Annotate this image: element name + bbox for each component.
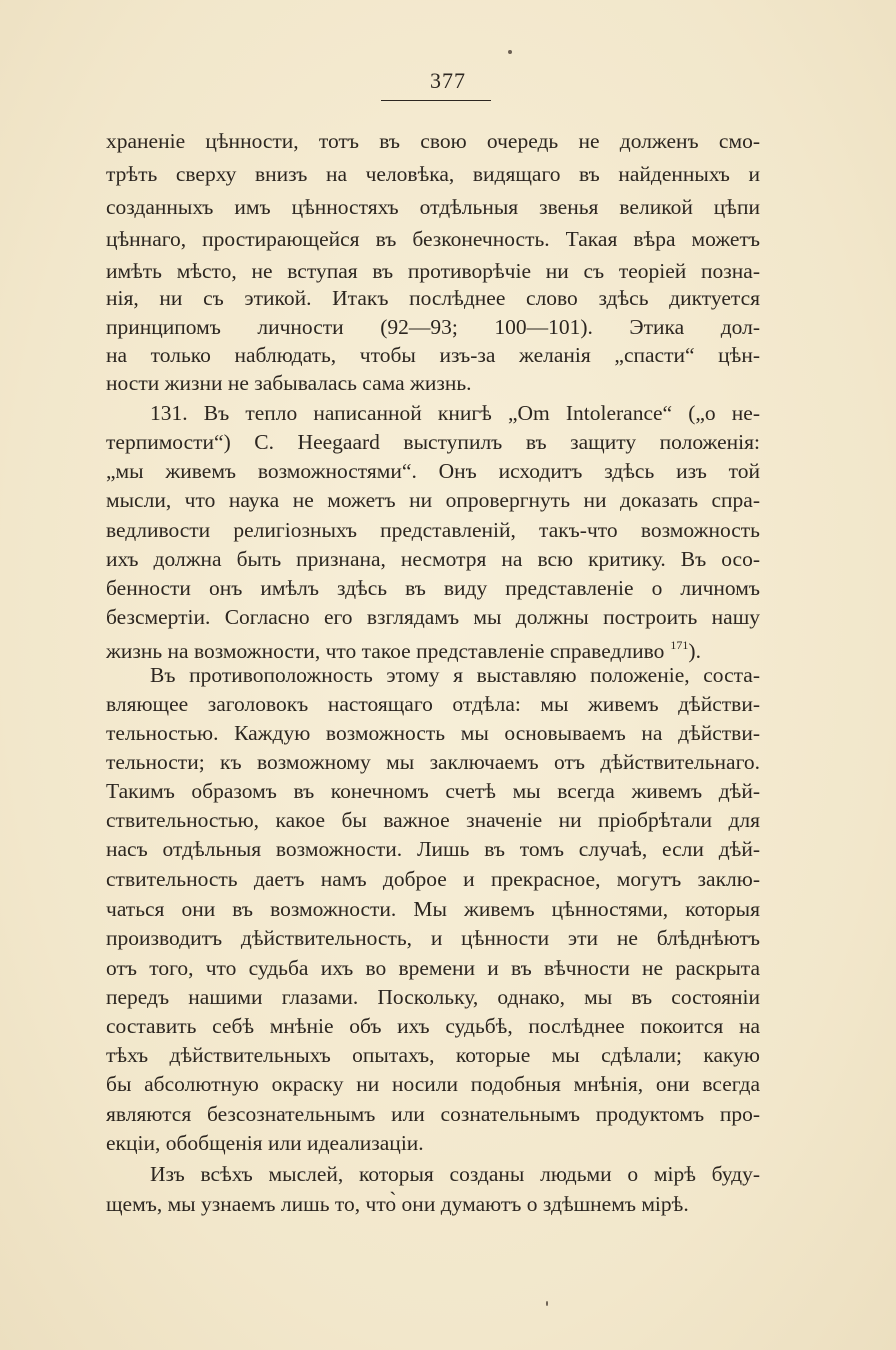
text-line: отъ того, что судьба ихъ во времени и въ вѣчности не раскрыта — [106, 956, 760, 980]
text-line: бы абсолютную окраску ни носили подобныя мнѣнія, они всегда — [106, 1072, 760, 1096]
text-line: мысли, что наука не можетъ ни опровергнуть ни доказать спра- — [106, 488, 760, 512]
text-line: имѣть мѣсто, не вступая въ противорѣчіе ни съ теоріей позна- — [106, 259, 760, 283]
text-line: цѣннаго, простирающейся въ безконечность. Такая вѣра можетъ — [106, 227, 760, 251]
text-line: чаться они въ возможности. Мы живемъ цѣнностями, которыя — [106, 897, 760, 921]
text-line: составить себѣ мнѣніе объ ихъ судьбѣ, послѣднее покоится на — [106, 1014, 760, 1038]
text-line: тельностью. Каждую возможность мы основываемъ на дѣйстви- — [106, 721, 760, 745]
text-line: ствительностью, какое бы важное значеніе ни пріобрѣтали для — [106, 808, 760, 832]
footnote-reference[interactable]: 171 — [670, 638, 689, 652]
text-line: производитъ дѣйствительность, и цѣнности эти не блѣднѣютъ — [106, 926, 760, 950]
text-line: Такимъ образомъ въ конечномъ счетѣ мы всегда живемъ дѣй- — [106, 779, 760, 803]
text-line: принципомъ личности (92—93; 100—101). Этика дол- — [106, 315, 760, 339]
text-line: бенности онъ имѣлъ здѣсь въ виду представленіе о личномъ — [106, 576, 760, 600]
text-line: ствительность даетъ намъ доброе и прекрасное, могутъ заклю- — [106, 867, 760, 891]
text-line: насъ отдѣльныя возможности. Лишь въ томъ случаѣ, если дѣй- — [106, 837, 760, 861]
text-line: нія, ни съ этикой. Итакъ послѣднее слово здѣсь диктуется — [106, 286, 760, 310]
text-line: храненіе цѣнности, тотъ въ свою очередь не долженъ смо- — [106, 129, 760, 153]
text-line: ности жизни не забывалась сама жизнь. — [106, 371, 472, 395]
text-line: ихъ должна быть признана, несмотря на всю критику. Въ осо- — [106, 547, 760, 571]
text-line: „мы живемъ возможностями“. Онъ исходитъ здѣсь изъ той — [106, 459, 760, 483]
text-line: созданныхъ имъ цѣнностяхъ отдѣльныя звенья великой цѣпи — [106, 195, 760, 219]
text-line: являются безсознательнымъ или сознательнымъ продуктомъ про- — [106, 1102, 760, 1126]
text-line: терпимости“) C. Heegaard выступилъ въ защиту положенія: — [106, 430, 760, 454]
text-line: вляющее заголовокъ настоящаго отдѣла: мы живемъ дѣйстви- — [106, 692, 760, 716]
text-line: передъ нашими глазами. Поскольку, однако, мы въ состояніи — [106, 985, 760, 1009]
text-line: трѣть сверху внизъ на человѣка, видящаго въ найденныхъ и — [106, 162, 760, 186]
ink-speck — [508, 50, 512, 54]
text-segment: ). — [688, 639, 701, 663]
header-rule — [381, 100, 491, 101]
text-line: ведливости религіозныхъ представленій, такъ-что возможность — [106, 518, 760, 542]
text-line: Изъ всѣхъ мыслей, которыя созданы людьми о мірѣ буду- — [150, 1162, 760, 1186]
text-line: екціи, обобщенія или идеализаціи. — [106, 1131, 424, 1155]
text-line: 131. Въ тепло написанной книгѣ „Om Intolerance“ („о не- — [150, 401, 760, 425]
text-line: тѣхъ дѣйствительныхъ опытахъ, которые мы сдѣлали; какую — [106, 1043, 760, 1067]
text-line: тельности; къ возможному мы заключаемъ отъ дѣйствительнаго. — [106, 750, 760, 774]
text-line: щемъ, мы узнаемъ лишь то, что̀ они думаютъ о здѣшнемъ мірѣ. — [106, 1192, 689, 1216]
text-line: на только наблюдать, чтобы изъ-за желанія „спасти“ цѣн- — [106, 343, 760, 367]
text-line: безсмертіи. Согласно его взглядамъ мы должны построить нашу — [106, 605, 760, 629]
ink-speck — [546, 1301, 548, 1306]
text-segment: жизнь на возможности, что такое представленіе справедливо — [106, 639, 665, 663]
text-line: Въ противоположность этому я выставляю положеніе, соста- — [150, 663, 760, 687]
page-number: 377 — [430, 68, 466, 93]
